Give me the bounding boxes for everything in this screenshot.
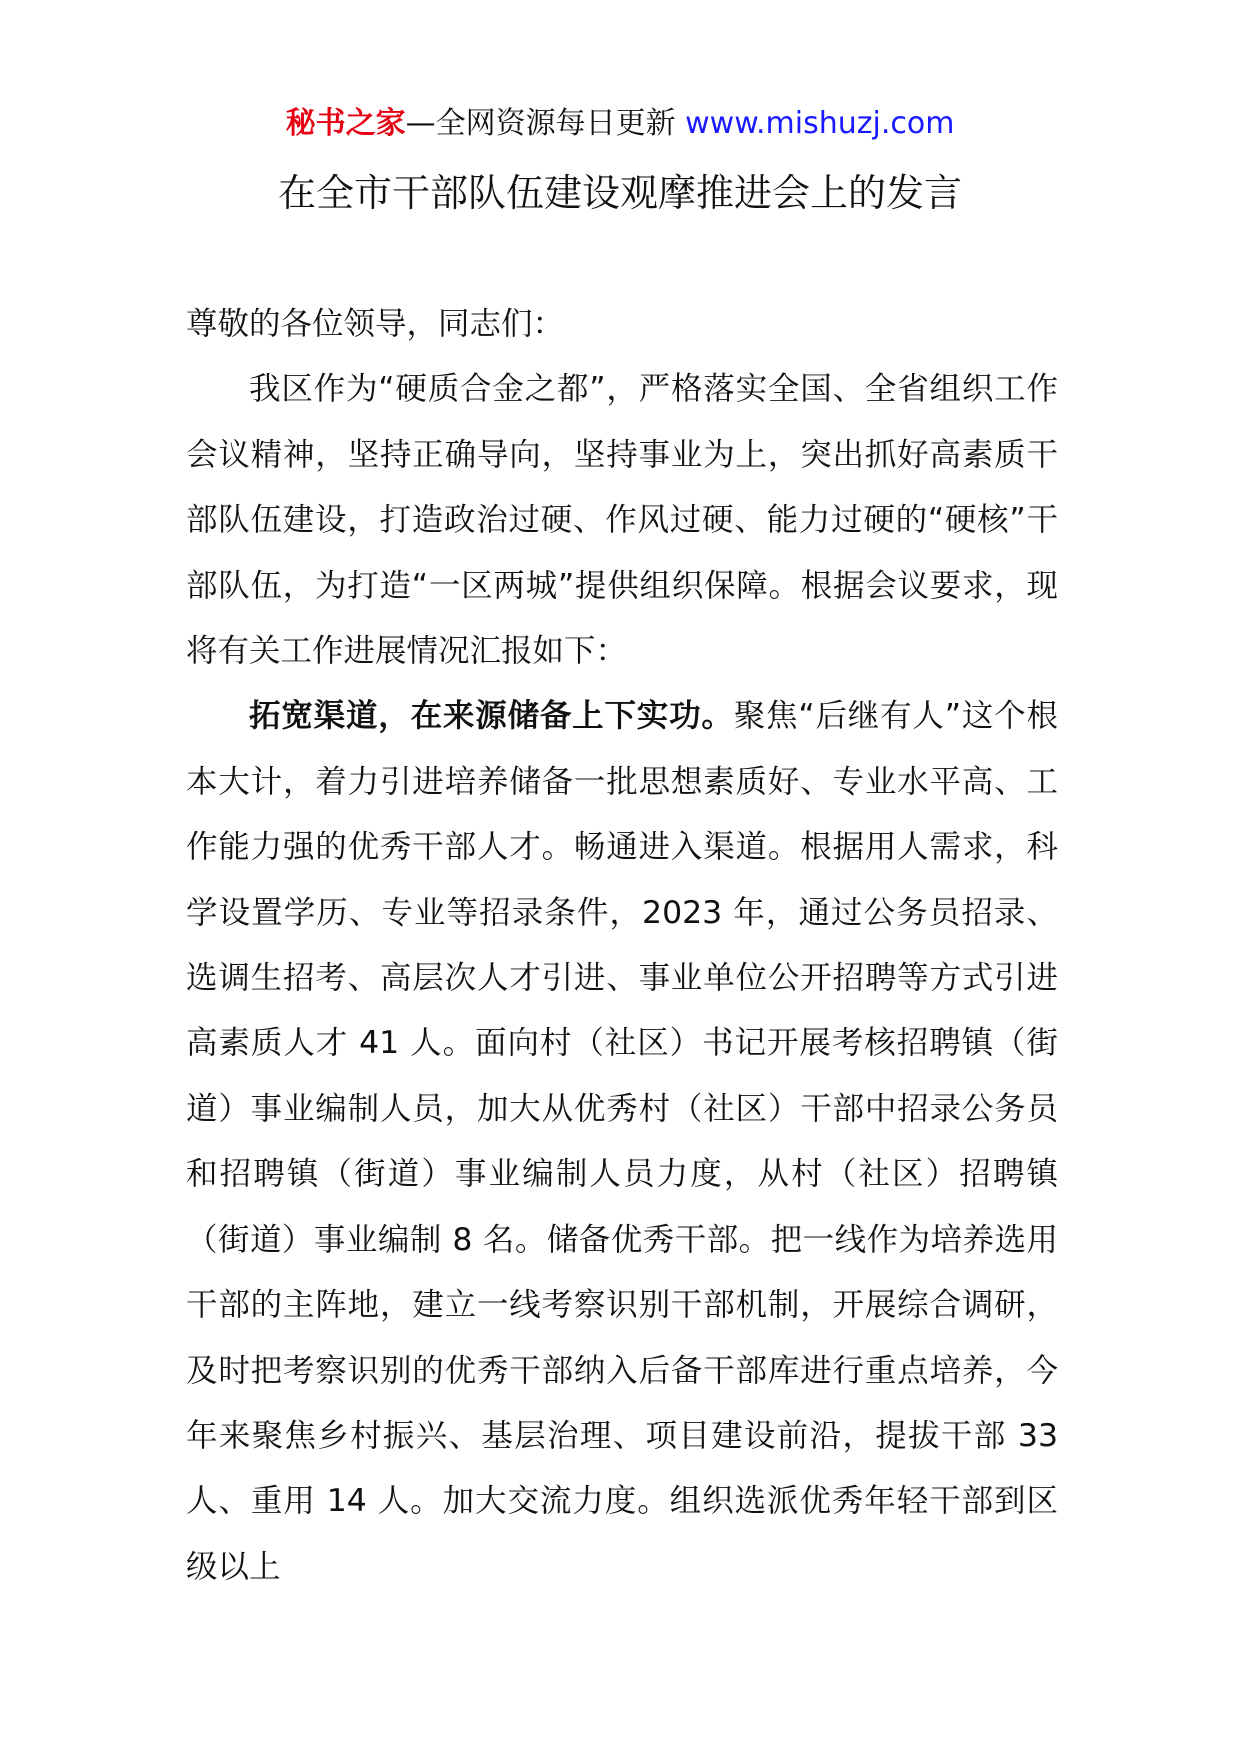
site-header (0, 100, 1240, 148)
site-brand: 秘书之家 (285, 106, 406, 141)
document-body (186, 292, 1058, 1600)
site-url-link[interactable]: www.mishuzj.com (685, 106, 955, 141)
paragraph-lead-heading: 拓宽渠道，在来源储备上下实功。 (249, 698, 734, 735)
site-tagline: —全网资源每日更新 (405, 106, 686, 141)
document-title: 在全市干部队伍建设观摩推进会上的发言 (277, 171, 962, 215)
salutation: 尊敬的各位领导，同志们： (186, 306, 565, 342)
paragraph-intro: 我区作为“硬质合金之都”，严格落实全国、全省组织工作会议精神，坚持正确导向，坚持事业为上，突出抓好高素质干部队伍建设，打造政治过硬、作风过硬、能力过硬的“硬核”干部队伍，为打造“一区两城”提供组织保障。根据会议要求，现将有关工作进展情况汇报如下： (186, 371, 1058, 670)
paragraph-channels-text: 聚焦“后继有人”这个根本大计，着力引进培养储备一批思想素质好、专业水平高、工作能力强的优秀干部人才。畅通进入渠道。根据用人需求，科学设置学历、专业等招录条件，2023 年，通过公务员招录、选调生招考、高层次人才引进、事业单位公开招聘等方式引进高素质人才 41 人。面向村（社区）书记开展考核招聘镇（街道）事业编制人员，加大从优秀村（社区）干部中招录公务员和招聘镇（街道）事业编制人员力度，从村（社区）招聘镇（街道）事业编制 8 名。储备优秀干部。把一线作为培养选用干部的主阵地，建立一线考察识别干部机制，开展综合调研，及时把考察识别的优秀干部纳入后备干部库进行重点培养，今年来聚焦乡村振兴、基层治理、项目建设前沿，提拔干部 33 人、重用 14 人。加大交流力度。组织选派优秀年轻干部到区级以上 (186, 698, 1058, 1585)
paragraph-channels (186, 684, 1058, 1600)
